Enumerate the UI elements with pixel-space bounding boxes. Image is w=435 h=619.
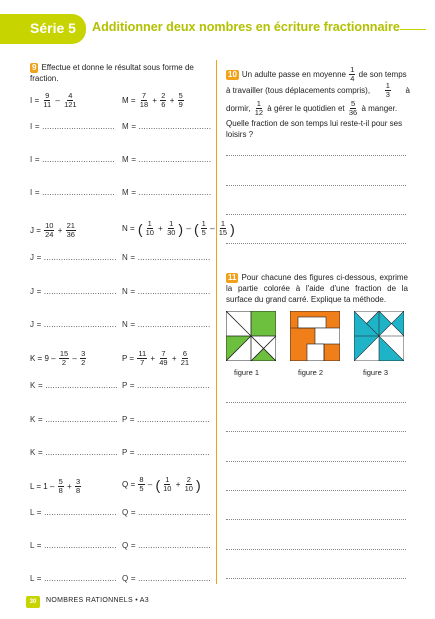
expr-J-label: J =: [30, 226, 41, 235]
expr-P-label: P =: [122, 354, 135, 363]
page-number: 30: [26, 596, 40, 608]
answer-line-P[interactable]: P = ..............................: [122, 381, 210, 390]
expr-M-label: M =: [122, 96, 136, 105]
ex11-number: 11: [228, 273, 237, 282]
fraction: $\frac{9}{11}$: [43, 91, 52, 109]
fraction: $\frac{1}{5}$: [201, 219, 206, 237]
answer-line[interactable]: [226, 549, 406, 550]
fraction: $\frac{7}{49}$: [159, 349, 168, 367]
answer-line[interactable]: [226, 214, 406, 215]
expr-N: N = ( $\frac{1}{10}$ + $\frac{1}{30}$ ) – ( $\frac{1}{5}$ – $\frac{1}{15}$ ): [122, 219, 235, 237]
expr-I-label: I =: [30, 96, 40, 105]
answer-line-Q[interactable]: Q = ..............................: [122, 508, 211, 517]
serie-label: Série 5: [30, 20, 76, 36]
answer-line-M[interactable]: M = ..............................: [122, 188, 212, 197]
expr-J: J = $\frac{10}{24}$ + $\frac{21}{36}$: [30, 221, 75, 239]
answer-line-L[interactable]: L = ..............................: [30, 541, 117, 550]
answer-line-M[interactable]: M = ..............................: [122, 122, 212, 131]
answer-line-M[interactable]: M = ..............................: [122, 155, 212, 164]
serie-badge: [0, 14, 86, 44]
page-title: Additionner deux nombres en écriture fractionnaire: [92, 20, 400, 34]
answer-line-J[interactable]: J = ..............................: [30, 253, 117, 262]
answer-line[interactable]: [226, 185, 406, 186]
answer-line[interactable]: [226, 578, 406, 579]
fraction: $\frac{4}{121}$: [64, 91, 77, 109]
answer-line-L[interactable]: L = ..............................: [30, 508, 117, 517]
answer-line[interactable]: [226, 155, 406, 156]
ex10-question: Quelle fraction de son temps lui reste-t-il pour ses loisirs ?: [226, 119, 403, 139]
header-rule: [400, 29, 426, 30]
answer-line[interactable]: [226, 461, 406, 462]
figure-1: [226, 311, 276, 361]
fraction: $\frac{2}{6}$: [161, 91, 166, 109]
fraction: $\frac{1}{10}$: [163, 475, 172, 493]
answer-line-I[interactable]: I = ..............................: [30, 122, 115, 131]
column-divider: [216, 60, 217, 584]
answer-line-N[interactable]: N = ..............................: [122, 320, 211, 329]
expr-L-label: L = 1: [30, 482, 48, 491]
ex10-line3: dormir, $\frac{1}{12}$ à gérer le quotidien et $\frac{5}{36}$ à manger.: [226, 99, 398, 117]
answer-line[interactable]: [226, 243, 406, 244]
expr-K: K = 9 – $\frac{15}{2}$ – $\frac{3}{2}$: [30, 349, 86, 367]
answer-line-K[interactable]: K = ..............................: [30, 448, 118, 457]
answer-line-N[interactable]: N = ..............................: [122, 287, 211, 296]
expr-P: P = $\frac{11}{7}$ + $\frac{7}{49}$ + $\frac{6}{21}$: [122, 349, 190, 367]
fraction: $\frac{1}{15}$: [218, 219, 228, 237]
answer-line-I[interactable]: I = ..............................: [30, 188, 115, 197]
answer-line-J[interactable]: J = ..............................: [30, 320, 117, 329]
fraction: $\frac{10}{24}$: [45, 221, 54, 239]
answer-line-I[interactable]: I = ..............................: [30, 155, 115, 164]
expr-N-label: N =: [122, 224, 135, 233]
answer-line[interactable]: [226, 431, 406, 432]
expr-Q: Q = $\frac{8}{5}$ – ( $\frac{1}{10}$ + $\frac{2}{10}$ ): [122, 475, 201, 493]
figure-1-caption: figure 1: [234, 368, 260, 377]
expr-L: L = 1 – $\frac{5}{8}$ + $\frac{3}{8}$: [30, 477, 81, 495]
ex10-line1: 10 Un adulte passe en moyenne $\frac{1}{4}$ de son temps: [228, 65, 407, 83]
answer-line-P[interactable]: P = ..............................: [122, 415, 210, 424]
fraction: $\frac{15}{2}$: [59, 349, 69, 367]
expr-K-label: K = 9: [30, 354, 49, 363]
figure-2-caption: figure 2: [298, 368, 324, 377]
answer-line-K[interactable]: K = ..............................: [30, 381, 118, 390]
ex9-instruction: [30, 62, 210, 84]
answer-line-J[interactable]: J = ..............................: [30, 287, 117, 296]
answer-line-L[interactable]: L = ..............................: [30, 574, 117, 583]
fraction: $\frac{1}{12}$: [254, 99, 264, 117]
fraction: $\frac{8}{5}$: [139, 475, 144, 493]
figure-2: [290, 311, 340, 361]
fraction: $\frac{3}{8}$: [75, 477, 81, 495]
fraction: $\frac{1}{30}$: [167, 219, 176, 237]
expr-Q-label: Q =: [122, 480, 136, 489]
fraction: $\frac{21}{36}$: [66, 221, 75, 239]
fraction: $\frac{6}{21}$: [180, 349, 190, 367]
ex10-line2: à travailler (tous déplacements compris), $\frac{1}{3}$ à: [226, 81, 410, 99]
ex9-number: 9: [32, 63, 37, 72]
fraction: $\frac{5}{9}$: [178, 91, 183, 109]
fraction: $\frac{7}{18}$: [139, 91, 149, 109]
answer-line-Q[interactable]: Q = ..............................: [122, 541, 211, 550]
fraction: $\frac{11}{7}$: [138, 349, 147, 367]
ex9-text: Effectue et donne le résultat sous forme de fraction.: [30, 63, 194, 83]
footer-text: NOMBRES RATIONNELS • A3: [46, 597, 149, 604]
ex11-instruction: 11 Pour chacune des figures ci-dessous, exprime la partie colorée à l'aide d'une fraction de la surface du grand carré. Explique ta méthode.: [226, 273, 408, 304]
fraction: $\frac{1}{3}$: [385, 81, 390, 99]
fraction: $\frac{3}{2}$: [81, 349, 86, 367]
fraction: $\frac{5}{36}$: [348, 99, 358, 117]
answer-line[interactable]: [226, 490, 406, 491]
expr-I: I = $\frac{9}{11}$ – $\frac{4}{121}$: [30, 91, 77, 109]
answer-line[interactable]: [226, 402, 406, 403]
figure-3-caption: figure 3: [363, 368, 389, 377]
answer-line[interactable]: [226, 519, 406, 520]
answer-line-P[interactable]: P = ..............................: [122, 448, 210, 457]
answer-line-K[interactable]: K = ..............................: [30, 415, 118, 424]
fraction: $\frac{1}{10}$: [145, 219, 154, 237]
fraction: $\frac{1}{4}$: [350, 65, 355, 83]
ex10-number: 10: [228, 69, 237, 79]
answer-line-N[interactable]: N = ..............................: [122, 253, 211, 262]
expr-M: M = $\frac{7}{18}$ + $\frac{2}{6}$ + $\frac{5}{9}$: [122, 91, 183, 109]
answer-line-Q[interactable]: Q = ..............................: [122, 574, 211, 583]
fraction: $\frac{5}{8}$: [58, 477, 63, 495]
fraction: $\frac{2}{10}$: [184, 475, 193, 493]
figure-3: [354, 311, 404, 361]
